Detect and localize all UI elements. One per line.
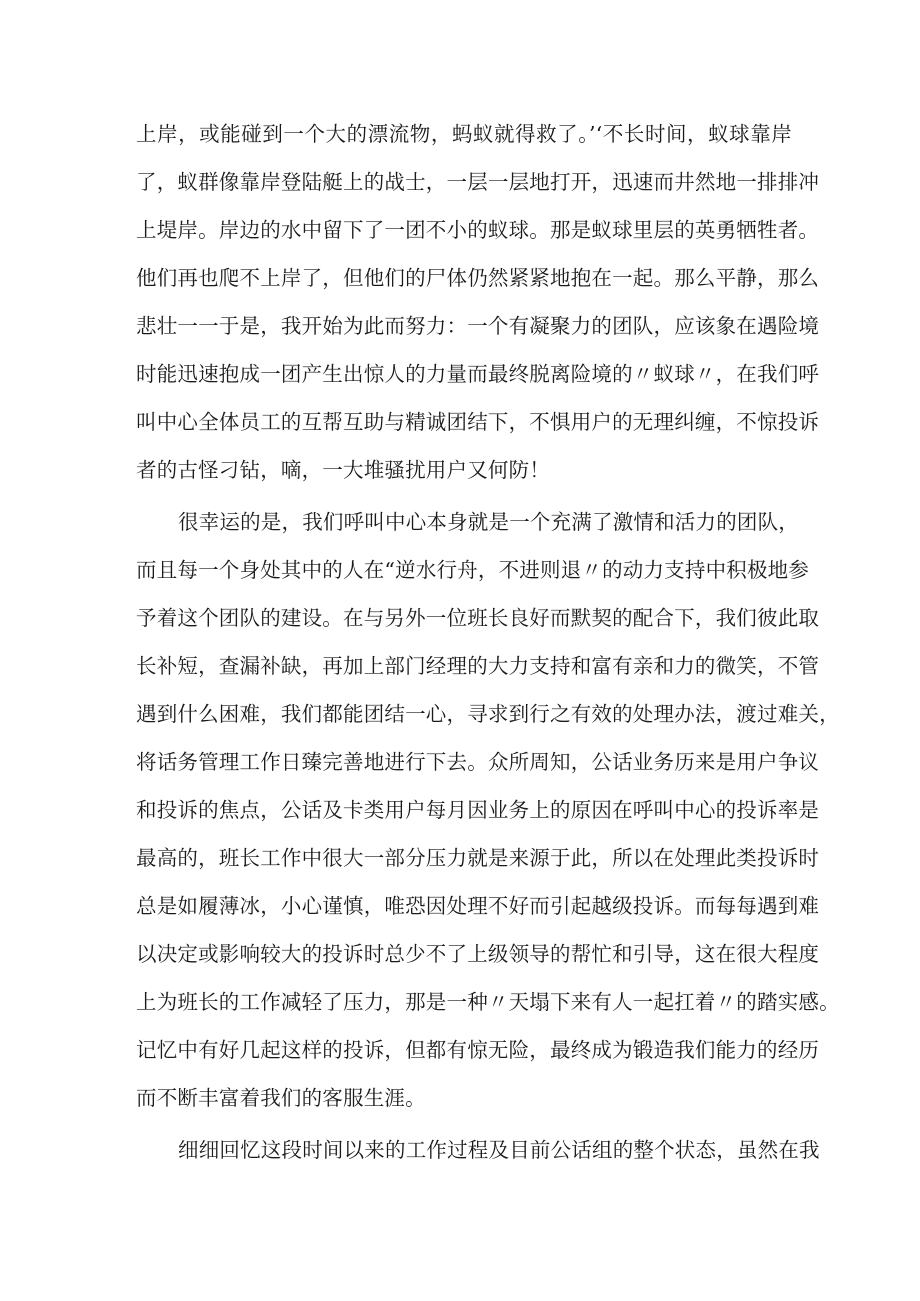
paragraph-line: 细细回忆这段时间以来的工作过程及目前公话组的整个状态，虽然在我 <box>178 1138 820 1162</box>
paragraph-line: 以决定或影响较大的投诉时总少不了上级领导的帮忙和引导，这在很大程度 <box>136 942 820 966</box>
paragraph-line: 上为班长的工作减轻了压力，那是一种〃天塌下来有人一起扛着〃的踏实感。 <box>136 990 840 1014</box>
paragraph-line: 予着这个团队的建设。在与另外一位班长良好而默契的配合下，我们彼此取 <box>136 606 820 630</box>
paragraph-line: 和投诉的焦点，公话及卡类用户每月因业务上的原因在呼叫中心的投诉率是 <box>136 798 820 822</box>
paragraph-line: 最高的，班长工作中很大一部分压力就是来源于此，所以在处理此类投诉时 <box>136 846 820 870</box>
paragraph-line: 而不断丰富着我们的客服生涯。 <box>136 1086 426 1110</box>
paragraph-line: 总是如履薄冰，小心谨慎，唯恐因处理不好而引起越级投诉。而每每遇到难 <box>136 894 820 918</box>
paragraph-line: 上堤岸。岸边的水中留下了一团不小的蚁球。那是蚁球里层的英勇牺牲者。 <box>136 218 820 242</box>
paragraph-line: 悲壮一一于是，我开始为此而努力：一个有凝聚力的团队，应该象在遇险境 <box>136 314 820 338</box>
paragraph-line: 很幸运的是，我们呼叫中心本身就是一个充满了激情和活力的团队， <box>178 510 799 534</box>
paragraph-line: 上岸，或能碰到一个大的漂流物，蚂蚁就得救了。’‘不长时间，蚁球靠岸 <box>136 122 792 146</box>
paragraph-line: 将话务管理工作日臻完善地进行下去。众所周知，公话业务历来是用户争议 <box>136 750 820 774</box>
paragraph-line: 而且每一个身处其中的人在“逆水行舟，不进则退〃的动力支持中积极地参 <box>136 558 810 582</box>
paragraph-line: 了，蚁群像靠岸登陆艇上的战士，一层一层地打开，迅速而井然地一排排冲 <box>136 170 820 194</box>
paragraph-line: 者的古怪刁钻，嘀，一大堆骚扰用户又何防！ <box>136 458 550 482</box>
paragraph-line: 记忆中有好几起这样的投诉，但都有惊无险，最终成为锻造我们能力的经历 <box>136 1038 820 1062</box>
paragraph-line: 长补短，查漏补缺，再加上部门经理的大力支持和富有亲和力的微笑，不管 <box>136 654 820 678</box>
paragraph-line: 时能迅速抱成一团产生出惊人的力量而最终脱离险境的〃蚁球〃，在我们呼 <box>136 362 820 386</box>
paragraph-line: 遇到什么困难，我们都能团结一心，寻求到行之有效的处理办法，渡过难关， <box>136 702 840 726</box>
paragraph-line: 他们再也爬不上岸了，但他们的尸体仍然紧紧地抱在一起。那么平静，那么 <box>136 266 820 290</box>
paragraph-line: 叫中心全体员工的互帮互助与精诚团结下，不惧用户的无理纠缠，不惊投诉 <box>136 410 820 434</box>
